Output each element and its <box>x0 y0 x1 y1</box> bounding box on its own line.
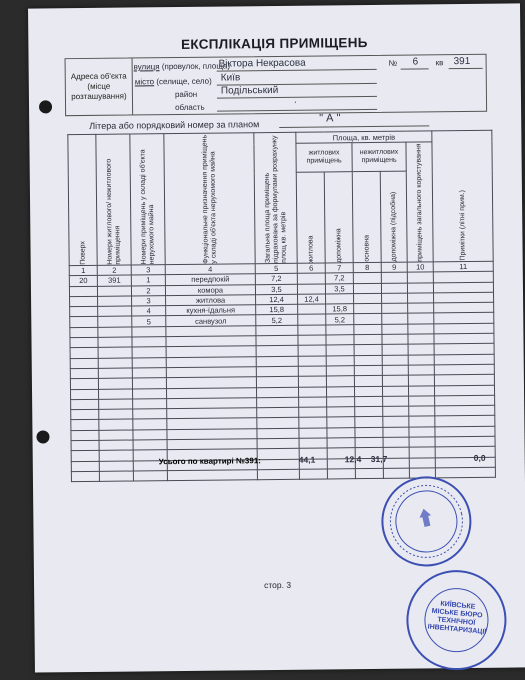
header-nonliving-main: основна <box>362 235 371 263</box>
total-aux: 31,7 <box>370 453 388 465</box>
apt-value: 391 <box>453 55 471 68</box>
district-label: район <box>174 89 198 100</box>
street-label: вулиця (провулок, площа) <box>133 61 231 72</box>
header-room-number: Номери приміщень у складі об'єкта нерухомого майна <box>138 149 156 265</box>
table-row: 5 санвузол 5,2 5,2 <box>70 313 494 328</box>
total-label: Усього по квартирі №391: <box>158 456 261 467</box>
explication-table <box>67 130 496 483</box>
header-notes: Примітки (літні прим.) <box>458 190 467 262</box>
round-stamp-1 <box>373 468 480 575</box>
punch-hole <box>36 430 49 443</box>
apt-label: кв <box>435 58 444 68</box>
table-row: 3 житлова 12,4 12,4 <box>70 292 494 307</box>
house-value: 6 <box>412 56 419 68</box>
street-value: Віктора Некрасова <box>218 57 306 70</box>
stamp-emblem <box>375 470 478 573</box>
total-area: 44,1 <box>298 454 316 465</box>
header-living-main: житлова <box>306 235 315 263</box>
region-value: . <box>293 94 297 106</box>
table-row: 20 391 1 передпокій 7,2 7,2 <box>69 272 493 287</box>
header-nonliving-aux: допоміжна (підсобна) <box>389 191 398 262</box>
total-last: 0,0 <box>473 452 486 463</box>
header-total-area: Загальна площа приміщень підрахована за формулами розрахунку площ кв. метрів <box>263 135 288 264</box>
header-apt-number: Номери житлового/ нежитлового приміщення <box>105 158 122 265</box>
city-value: Київ <box>220 72 241 84</box>
header-nonliving: нежитлових приміщень <box>352 142 406 172</box>
table-row: 2 комора 3,5 3,5 <box>69 282 493 297</box>
round-stamp-2 <box>402 566 511 675</box>
region-label: область <box>175 102 205 113</box>
litera-value: " А " <box>319 112 341 125</box>
header-common: приміщень загального користування <box>414 143 424 262</box>
page-number: стор. 3 <box>264 579 292 591</box>
house-label: № <box>388 58 398 68</box>
table-row: 4 кухня-їдальня 15,8 15,8 <box>70 302 494 317</box>
city-label: місто (селище, село) <box>134 76 212 87</box>
header-living-aux: допоміжна <box>334 227 343 263</box>
header-area: Площа, кв. метрів <box>296 131 432 143</box>
litera-label: Літера або порядковий номер за планом <box>89 119 260 131</box>
district-value: Подільський <box>220 84 279 97</box>
header-floor: Поверх <box>78 241 87 266</box>
address-block-label: Адреса об'єкта (місце розташування) <box>66 58 134 115</box>
punch-hole <box>39 100 52 113</box>
document-title: ЕКСПЛІКАЦІЯ ПРИМІЩЕНЬ <box>180 35 368 52</box>
document-page <box>28 3 525 672</box>
header-living: житлових приміщень <box>296 143 352 173</box>
column-numbers-row: 1 2 3 4 5 6 7 8 9 10 11 <box>69 261 493 276</box>
stamp-text: КИЇВСЬКЕ МІСЬКЕ БЮРО ТЕХНІЧНОЇ ІНВЕНТАРИЗАЦІЇ <box>427 600 487 636</box>
total-living: 12,4 <box>344 454 362 465</box>
header-purpose: Функціональне призначення приміщень у складі об'єкта нерухомого майна <box>200 134 218 264</box>
